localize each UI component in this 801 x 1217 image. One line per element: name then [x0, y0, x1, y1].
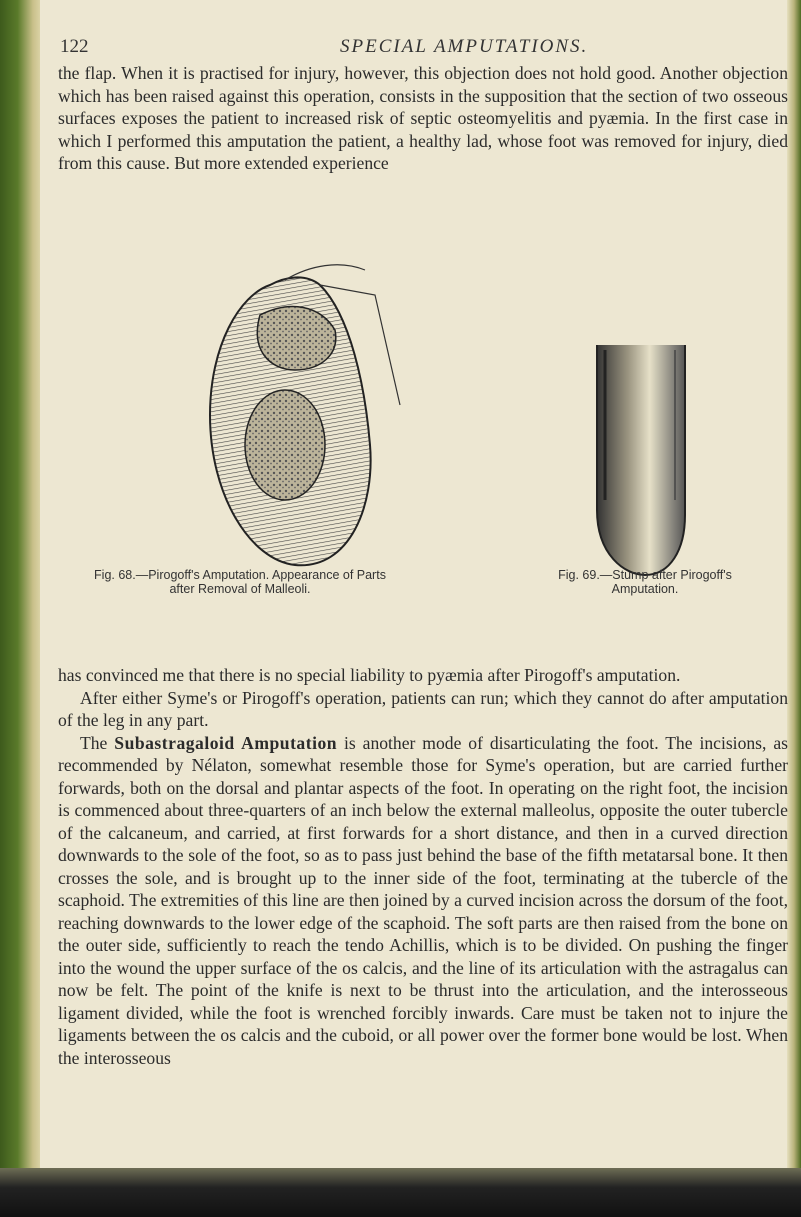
paragraph-text: the flap. When it is practised for injury, however, this objection does not hold good. Another objection which has been raised against this operation, consists in the supposition that the section of two osseous surfaces exposes the patient to increased risk of septic osteomyelitis and pyæmia. In the first case in which I performed this amputation the patient, a healthy lad, whose foot was removed for injury, died from this cause. But more extended experience [58, 63, 788, 173]
body-text [58, 664, 788, 1069]
caption-line: Fig. 69.—Stump after Pirogoff's [558, 568, 732, 582]
fig-69-illustration [585, 340, 695, 580]
page-number: 122 [60, 36, 89, 57]
top-paragraph [58, 62, 788, 175]
book-binding-left [0, 0, 44, 1217]
paragraph-text: is another mode of disarticulating the foot. The incisions, as recommended by Nélaton, somewhat resemble those for Syme's operation, but are carried further forwards, both on the dorsal and plantar aspects of the foot. In operating on the right foot, the incision is commenced about three-quarters of an inch below the external malleolus, opposite the outer tubercle of the calcaneum, and carried, at first forwards for a short distance, and then in a curved direction downwards to the sole of the foot, so as to pass just behind the base of the fifth metatarsal bone. It then crosses the sole, and is brought up to the inner side of the foot, terminating at the tubercle of the scaphoid. The extremities of this line are then joined by a curved incision across the dorsum of the foot, reaching downwards to the lower edge of the scaphoid. The soft parts are then raised from the bone on the outer side, sufficiently to reach the tendo Achillis, which is to be divided. On pushing the finger into the wound the upper surface of the os calcis, and the line of its articulation with the astragalus can now be felt. The point of the knife is next to be thrust into the articulation, and the interosseous ligament divided, while the foot is wrenched forcibly inwards. Care must be taken not to injure the ligaments between the os calcis and the cuboid, or all power over the former bone would be lost. When the interosseous [58, 732, 788, 1068]
term-heading: Subastragaloid Amputation [114, 732, 338, 753]
fig-68-illustration [200, 255, 410, 575]
running-title: SPECIAL AMPUTATIONS. [340, 36, 589, 57]
caption-line: Amputation. [611, 582, 679, 596]
fig-69-caption [550, 568, 740, 596]
paragraph-text: After either Syme's or Pirogoff's operation, patients can run; which they cannot do after amputation of the leg in any part. [58, 687, 788, 730]
paragraph-text: has convinced me that there is no special liability to pyæmia after Pirogoff's amputation. [58, 665, 681, 685]
figure-area [60, 250, 790, 650]
paragraph-lead: The [80, 732, 108, 753]
fig-68-caption [90, 568, 390, 596]
caption-line: Fig. 68.—Pirogoff's Amputation. Appearance of Parts [94, 568, 386, 582]
caption-line: after Removal of Malleoli. [169, 582, 311, 596]
book-bottom-edge [0, 1168, 801, 1217]
paragraph-subastragaloid [58, 732, 788, 1070]
